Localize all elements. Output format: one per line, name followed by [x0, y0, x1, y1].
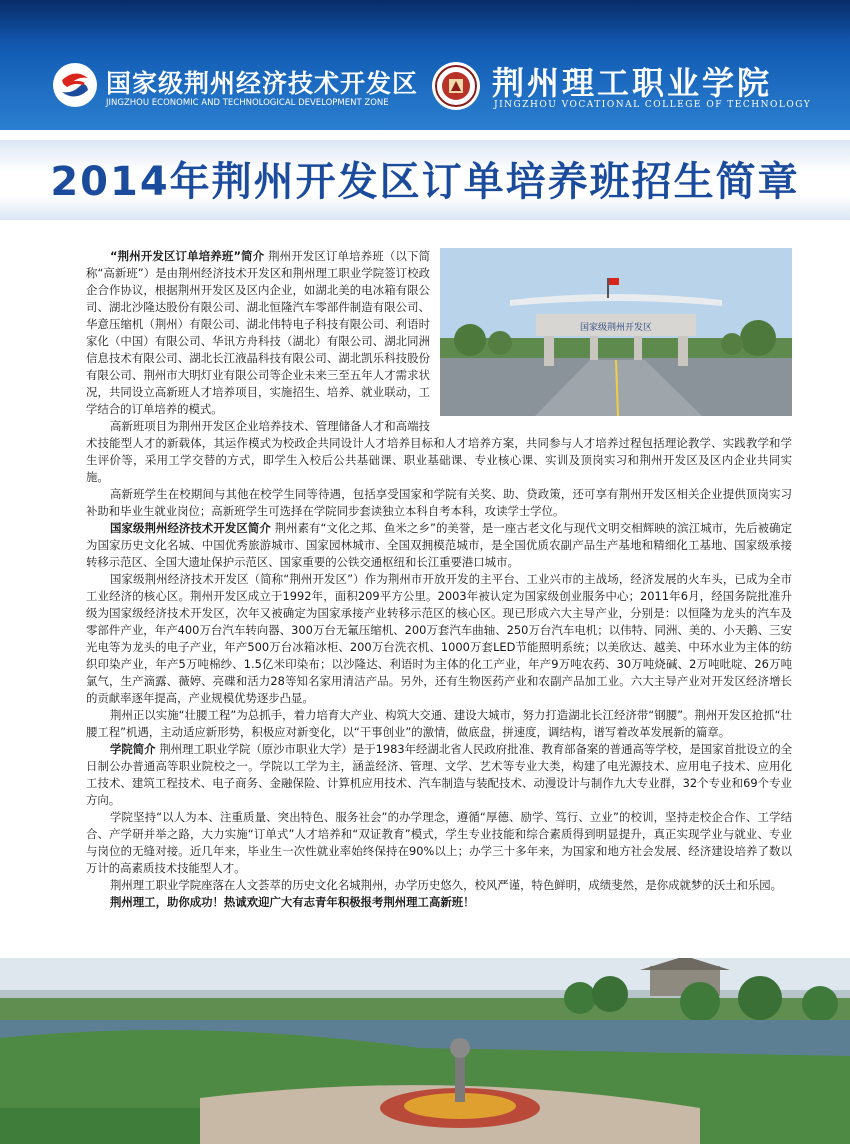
- college-name-cn: 荆州理工职业学院: [492, 64, 773, 102]
- gate-photo-illustration: [440, 248, 792, 416]
- college-paragraph-3: 荆州理工职业学院座落在人文荟萃的历史文化名城荆州，办学历史悠久，校风严谨，特色鲜明，成绩斐然，是你成就梦的沃土和乐园。: [110, 878, 783, 892]
- closing-slogan: 荆州理工，助你成功！热诚欢迎广大有志青年积极报考荆州理工高新班！: [110, 895, 475, 909]
- zone-heading: 国家级荆州经济技术开发区简介: [110, 521, 271, 535]
- header-shade: [0, 0, 850, 40]
- gate-sign-text: 国家级荆州开发区: [579, 323, 653, 333]
- zone-paragraph: [86, 520, 792, 571]
- article-body: [86, 248, 792, 911]
- header-banner: [0, 0, 850, 130]
- college-name-en: JINGZHOU VOCATIONAL COLLEGE OF TECHNOLOGY: [494, 100, 812, 110]
- zone-gate-photo: [440, 248, 792, 416]
- page-title: 2014年荆州开发区订单培养班招生简章: [50, 159, 800, 205]
- college-seal-icon: [432, 62, 480, 110]
- college-heading: 学院简介: [110, 742, 156, 756]
- zone-name-en: JINGZHOU ECONOMIC AND TECHNOLOGICAL DEVELOPMENT ZONE: [106, 98, 389, 108]
- zone-paragraph-3: 荆州正以实施“壮腰工程”为总抓手，着力培育大产业、构筑大交通、建设大城市，努力打造湖北长江经济带“钢腰”。荆州开发区抢抓“壮腰工程”机遇，主动适应新形势，积极应对新变化，以“干事创业”的激情，做底盘，拼速度，调结构，谱写着改革发展新的篇章。: [86, 708, 792, 739]
- college-paragraph-2: 学院坚持“以人为本、注重质量、突出特色、服务社会”的办学理念，遵循“厚德、励学、笃行、立业”的校训，坚持走校企合作、工学结合、产学研并举之路，大力实施“订单式”人才培养和“双证教育”模式，学生专业技能和综合素质得到明显提升，真正实现学业与就业、专业与岗位的无缝对接。近几年来，毕业生一次性就业率始终保持在90%以上；办学三十多年来，为国家和地方社会发展、经济建设培养了数以万计的高素质技术技能型人才。: [86, 810, 792, 875]
- panorama-illustration: [0, 958, 850, 1144]
- college-paragraph: [86, 741, 792, 809]
- city-panorama-photo: [0, 958, 850, 1144]
- intro-paragraph-2: 高新班项目为荆州开发区企业培养技术、管理储备人才和高端技术技能型人才的新载体，其运作模式为校政企共同设计人才培养目标和人才培养方案，共同参与人才培养过程包括理论教学、实践教学和学生评价等，采用工学交替的方式，即学生入校后公共基础课、职业基础课、专业核心课、实训及顶岗实习和荆州开发区及区内企业共同实施。: [86, 419, 792, 484]
- zone-text: 荆州素有“文化之邦、鱼米之乡”的美誉，是一座古老文化与现代文明交相辉映的滨江城市，先后被确定为国家历史文化名城、中国优秀旅游城市、国家园林城市、全国双拥模范城市，是全国优质农副产品生产基地和精细化工基地、国家级承接转移示范区、全国大遗址保护示范区、国家重要的公铁交通枢纽和长江重要港口城市。: [86, 521, 793, 569]
- intro-heading: “荆州开发区订单培养班”简介: [110, 249, 265, 263]
- zone-paragraph-2: 国家级荆州经济技术开发区（简称“荆州开发区”）作为荆州市开放开发的主平台、工业兴市的主战场，经济发展的火车头，已成为全市工业经济的核心区。荆州开发区成立于1992年，面积209平方公里。2003年被认定为国家级创业服务中心；2011年6月，经国务院批准升级为国家级经济技术开发区，次年又被确定为国家承接产业转移示范区的核心区。现已形成六大主导产业，分别是：以恒隆为龙头的汽车及零部件产业，年产400万台汽车转向器、300万台无氟压缩机、200万套汽车曲轴、250万台汽车电机；以伟特、同洲、美的、小天鹅、三安光电等为龙头的电子产业，年产500万台冰箱冰柜、200万台洗衣机、1000万套LED节能照明系统；以美欣达、越美、中环水业为主体的纺织印染产业，年产5万吨棉纱、1.5亿米印染布；以沙隆达、利语时为主体的化工产业，年产9万吨农药、30万吨烧碱、2万吨吡啶、26万吨氯气，生产滴露、薇婷、亮碟和活力28等知名家用清洁产品。另外，还有生物医药产业和农副产品加工业。六大主导产业对开发区经济增长的贡献率逐年提高，产业规模优势逐步凸显。: [86, 572, 792, 705]
- college-text: 荆州理工职业学院（原沙市职业大学）是于1983年经湖北省人民政府批准、教育部备案的普通高等学校，是国家首批设立的全日制公办普通高等职业院校之一。学院以工学为主，涵盖经济、管理、文学、艺术等专业大类，构建了电光源技术、应用电子技术、应用化工技术、建筑工程技术、电子商务、金融保险、计算机应用技术、汽车制造与装配技术、动漫设计与制作九大专业群，32个专业和69个专业方向。: [86, 742, 792, 807]
- intro-text: 荆州开发区订单培养班（以下简称“高新班”）是由荆州经济技术开发区和荆州理工职业学院签订校政企合作协议，根据荆州开发区及区内企业，如湖北美的电冰箱有限公司、湖北沙隆达股份有限公司、湖北恒隆汽车零部件制造有限公司、华意压缩机（荆州）有限公司、湖北伟特电子科技有限公司、利语时家化（中国）有限公司、华讯方舟科技（湖北）有限公司、湖北同洲信息技术有限公司、湖北长江液晶科技有限公司、湖北凯乐科技股份有限公司、荆州市大明灯业有限公司等企业未来三至五年人才需求状况，共同设立高新班人才培养项目，实施招生、培养、就业联动，工学结合的订单培养的模式。: [86, 249, 430, 416]
- zone-logo-icon: [52, 62, 98, 108]
- zone-name-cn: 国家级荆州经济技术开发区: [106, 69, 419, 98]
- intro-paragraph-3: 高新班学生在校期间与其他在校学生同等待遇，包括享受国家和学院有关奖、助、贷政策，还可享有荆州开发区相关企业提供顶岗实习补助和毕业生就业岗位；高新班学生可选择在学院同步套读独立本科自考本科，攻读学士学位。: [86, 487, 792, 518]
